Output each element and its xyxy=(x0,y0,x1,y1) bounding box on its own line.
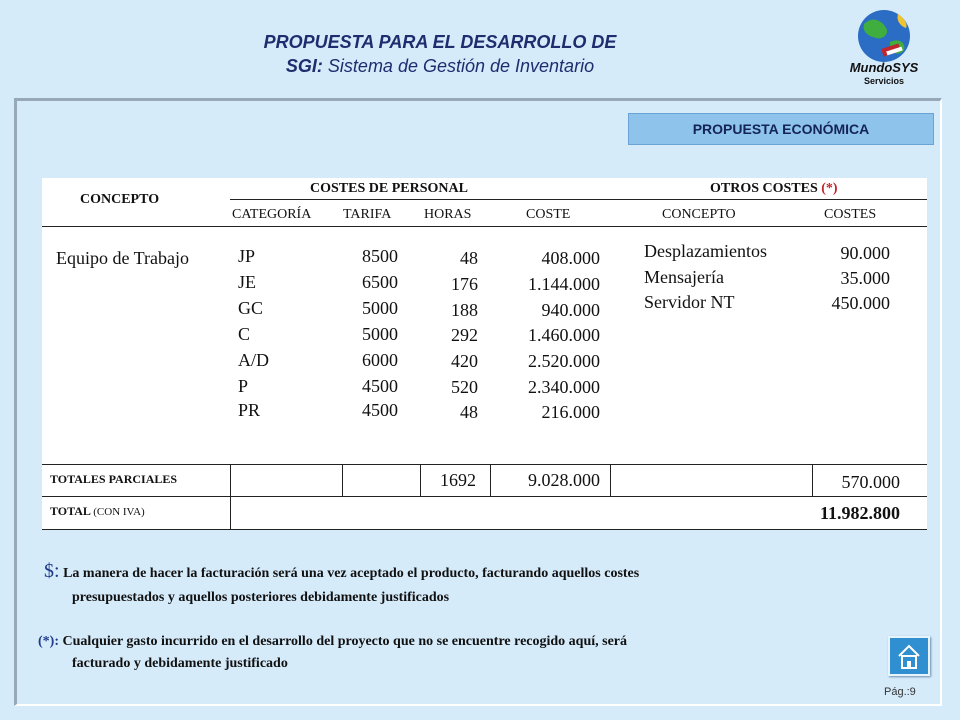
extra-costs-note-line-1: Cualquier gasto incurrido en el desarrollo del proyecto que no se encuentre recogido aquí, será xyxy=(62,634,628,649)
cell-categoria: JP xyxy=(238,246,256,266)
page-number: Pág.:9 xyxy=(884,686,916,698)
other-costs-header-text: OTROS COSTES xyxy=(710,181,822,196)
extra-costs-note-line-2: facturado y debidamente justificado xyxy=(72,656,288,671)
cell-categoria: A/D xyxy=(238,350,269,370)
cell-horas: 292 xyxy=(451,325,478,345)
cell-categoria: P xyxy=(238,376,249,396)
total-label-suffix: (CON IVA) xyxy=(93,506,145,518)
logo-text-main: MundoSYS xyxy=(849,60,919,75)
cell-categoria: C xyxy=(238,324,251,344)
total-coste-personal: 9.028.000 xyxy=(528,470,600,490)
billing-note-line-1: La manera de hacer la facturación será una vez aceptado el producto, facturando aquellos costes xyxy=(63,566,640,581)
other-costs-header xyxy=(710,181,838,197)
col-header-tarifa: TARIFA xyxy=(343,207,392,222)
cell-horas: 48 xyxy=(460,248,478,268)
other-costs-mark: (*) xyxy=(821,181,838,196)
cell-tarifa: 6500 xyxy=(362,272,398,292)
total-label xyxy=(50,504,145,519)
cell-categoria: JE xyxy=(238,272,256,292)
billing-note-line-2: presupuestados y aquellos posteriores debidamente justificados xyxy=(72,590,450,605)
budget-table xyxy=(42,178,927,530)
col-header-coste: COSTE xyxy=(526,207,571,222)
title-line-2-rest: Sistema de Gestión de Inventario xyxy=(322,56,595,76)
col-header-categoria: CATEGORÍA xyxy=(232,207,312,222)
concept-header: CONCEPTO xyxy=(80,192,160,207)
cell-otro-concepto: Desplazamientos xyxy=(644,241,767,261)
cell-horas: 48 xyxy=(460,402,478,422)
cell-otro-concepto: Servidor NT xyxy=(644,292,735,312)
total-otros-costes: 570.000 xyxy=(841,472,900,492)
totals-divider xyxy=(610,464,611,496)
dollar-symbol: $: xyxy=(44,560,60,582)
extra-costs-note xyxy=(38,632,627,651)
cell-otro-coste: 90.000 xyxy=(840,243,890,263)
cell-coste: 408.000 xyxy=(541,248,600,268)
col-header-horas: HORAS xyxy=(424,207,472,222)
header-bottom-line xyxy=(42,226,927,227)
totals-middle-line xyxy=(42,496,927,497)
cell-categoria: PR xyxy=(238,400,261,420)
cell-tarifa: 4500 xyxy=(362,400,398,420)
cell-coste: 1.144.000 xyxy=(528,274,600,294)
cell-otro-coste: 35.000 xyxy=(840,268,890,288)
totals-divider xyxy=(230,464,231,529)
cell-tarifa: 6000 xyxy=(362,350,398,370)
cell-tarifa: 4500 xyxy=(362,376,398,396)
page-title xyxy=(180,30,700,78)
cell-horas: 520 xyxy=(451,377,478,397)
total-horas: 1692 xyxy=(440,470,476,490)
section-badge: PROPUESTA ECONÓMICA xyxy=(628,113,934,145)
globe-logo-icon xyxy=(838,6,930,88)
totals-bottom-line xyxy=(42,529,927,530)
totals-top-line xyxy=(42,464,927,465)
star-symbol: (*): xyxy=(38,634,59,649)
cell-otro-concepto: Mensajería xyxy=(644,267,724,287)
totales-parciales-label: TOTALES PARCIALES xyxy=(50,472,178,486)
cell-coste: 940.000 xyxy=(541,300,600,320)
home-icon xyxy=(890,638,928,674)
cell-horas: 420 xyxy=(451,351,478,371)
title-line-1: PROPUESTA PARA EL DESARROLLO DE xyxy=(263,32,617,52)
cell-horas: 176 xyxy=(451,274,478,294)
cell-tarifa: 5000 xyxy=(362,298,398,318)
cell-horas: 188 xyxy=(451,300,478,320)
billing-note xyxy=(44,562,639,583)
col-header-costes: COSTES xyxy=(824,207,877,222)
logo-text-sub: Servicios xyxy=(863,76,905,86)
cell-coste: 1.460.000 xyxy=(528,325,600,345)
concept-label: Equipo de Trabajo xyxy=(56,248,189,268)
header-divider xyxy=(230,199,927,200)
cell-otro-coste: 450.000 xyxy=(831,293,890,313)
home-button[interactable] xyxy=(888,636,930,676)
col-header-concepto: CONCEPTO xyxy=(662,207,736,222)
total-con-iva: 11.982.800 xyxy=(819,503,900,523)
title-line-2-bold: SGI: xyxy=(285,56,323,76)
cell-tarifa: 5000 xyxy=(362,324,398,344)
cell-coste: 2.520.000 xyxy=(528,351,600,371)
total-label-text: TOTAL xyxy=(50,504,91,518)
totals-divider xyxy=(342,464,343,496)
cell-coste: 2.340.000 xyxy=(528,377,600,397)
cell-categoria: GC xyxy=(238,298,264,318)
personal-costs-header: COSTES DE PERSONAL xyxy=(310,181,468,196)
title-line-2 xyxy=(180,54,700,78)
cell-coste: 216.000 xyxy=(541,402,600,422)
cell-tarifa: 8500 xyxy=(362,246,398,266)
